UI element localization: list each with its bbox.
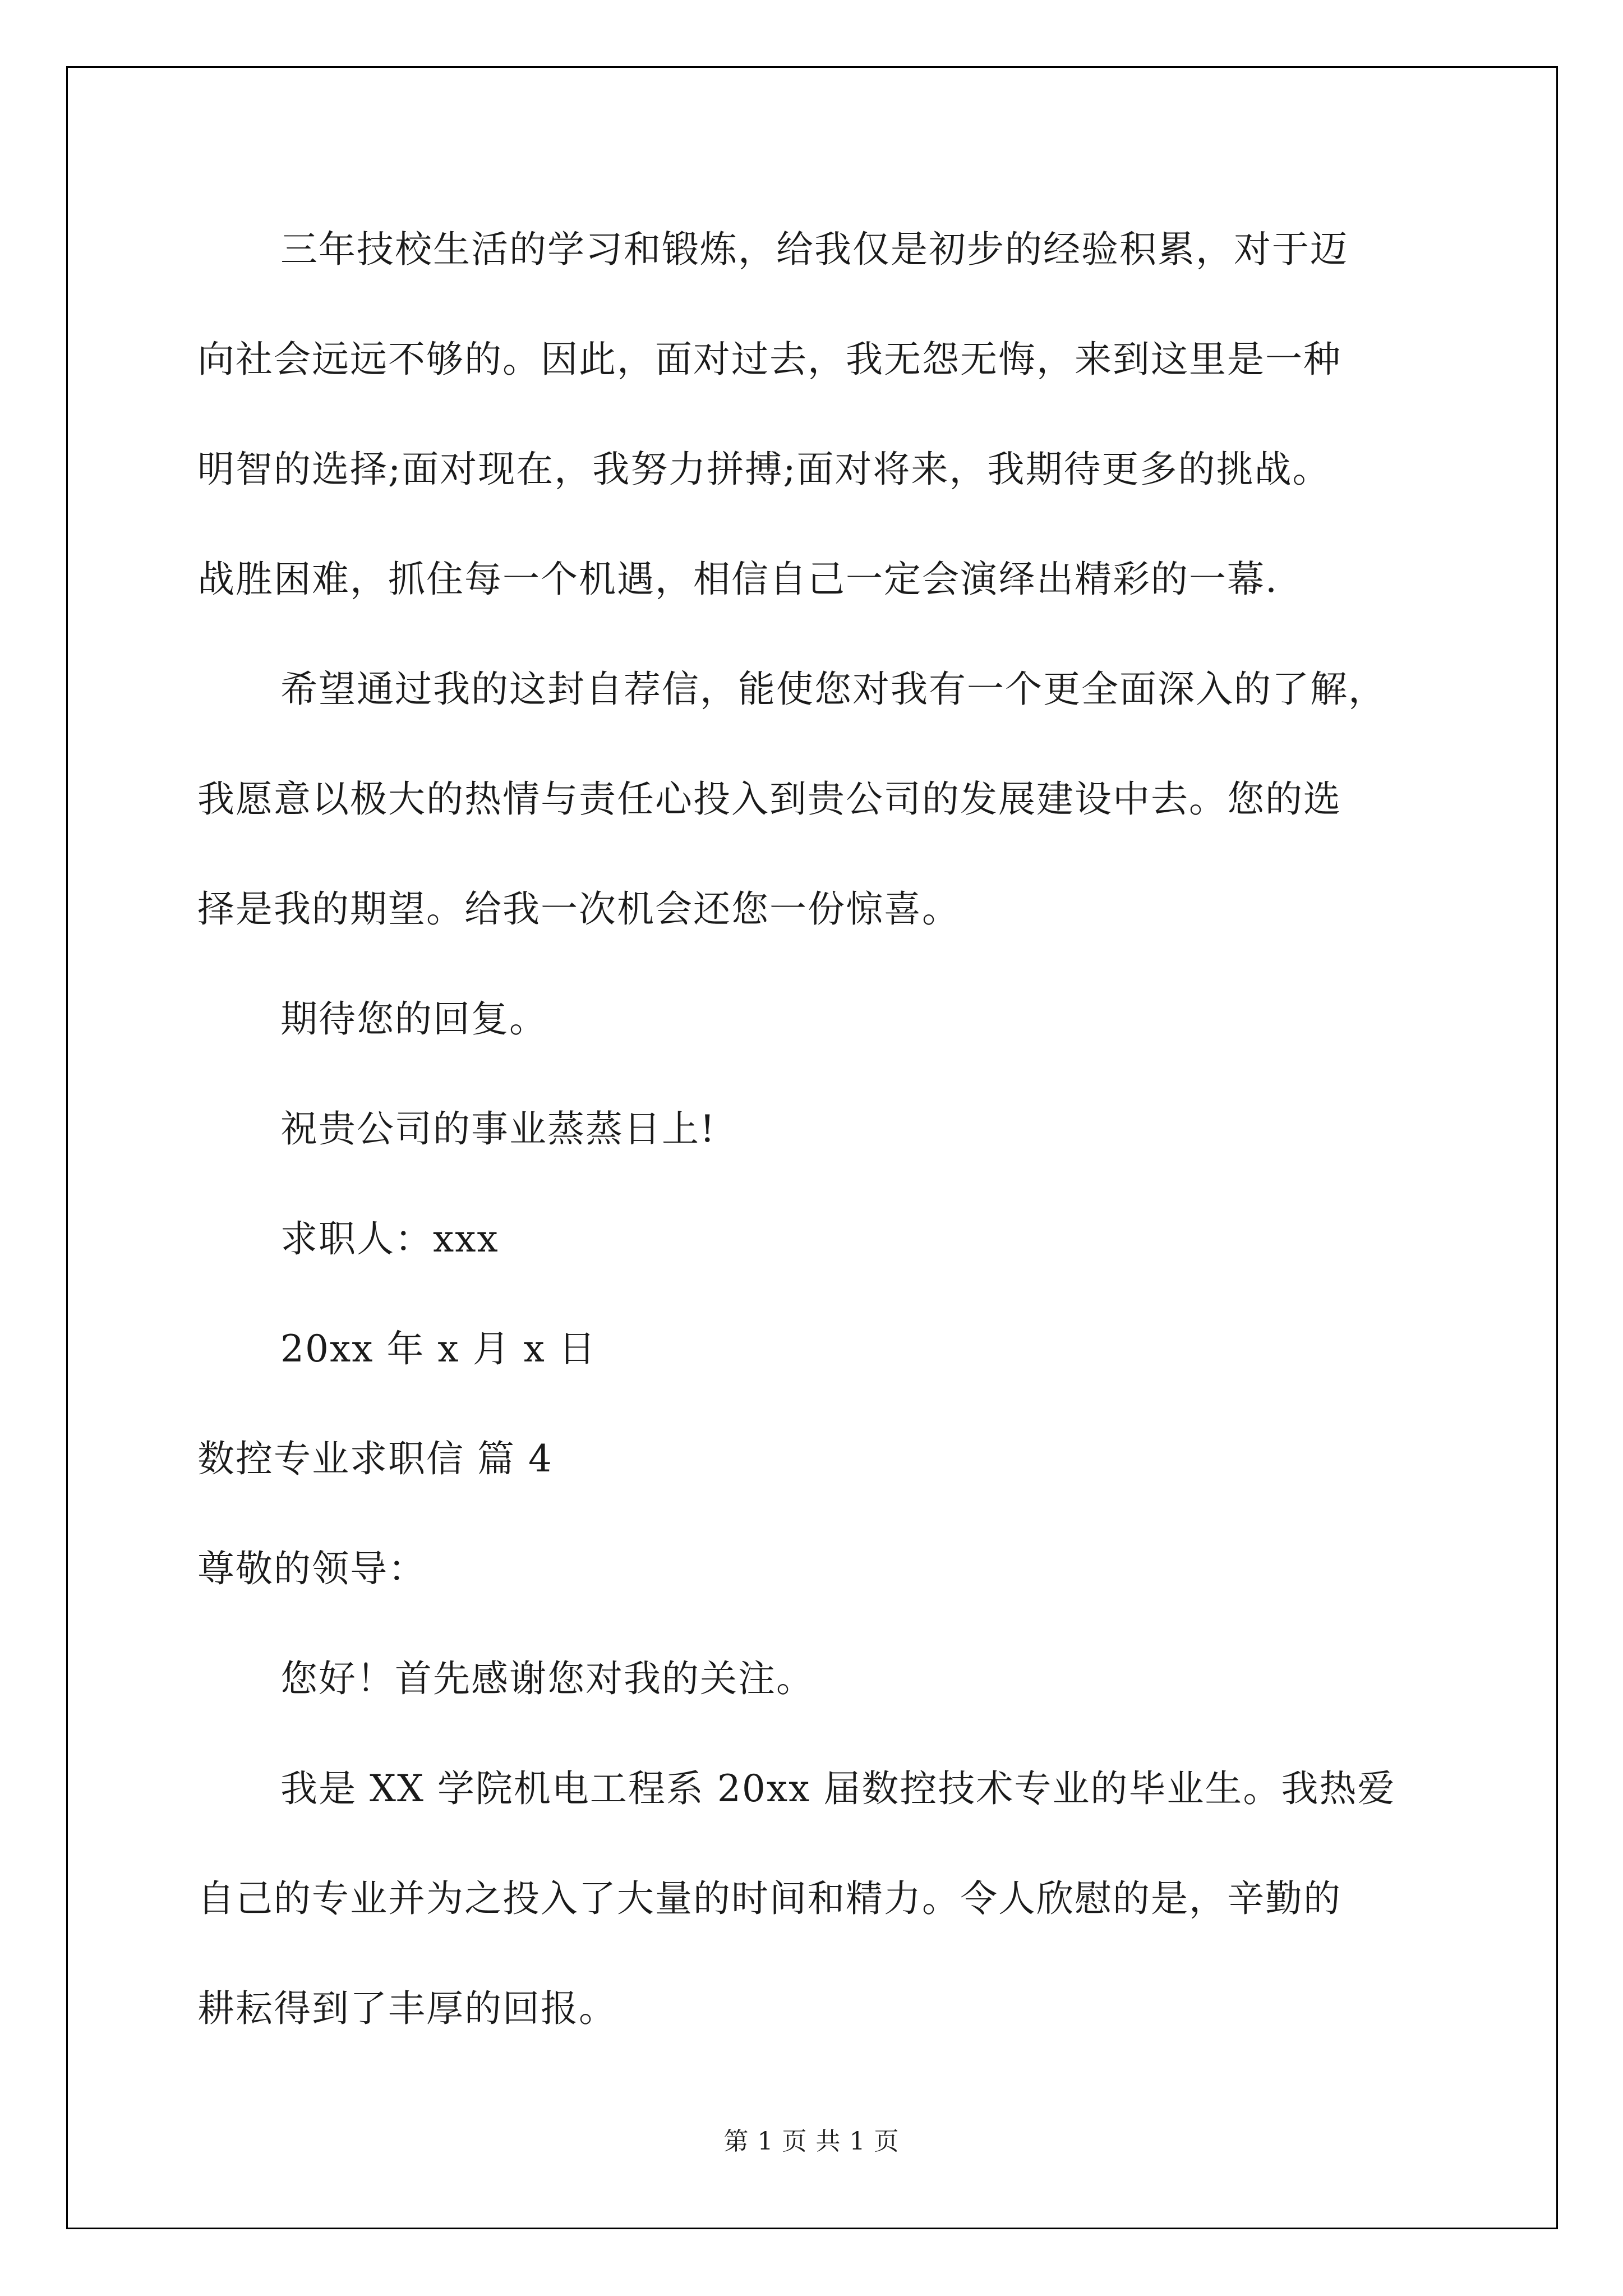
- text-line: 向社会远远不够的。因此，面对过去，我无怨无悔，来到这里是一种: [197, 338, 1341, 381]
- text-line: 三年技校生活的学习和锻炼，给我仅是初步的经验积累，对于迈: [280, 228, 1348, 271]
- text-line: 我愿意以极大的热情与责任心投入到贵公司的发展建设中去。您的选: [197, 777, 1341, 821]
- date-line: 20xx 年 x 月 x 日: [280, 1327, 597, 1370]
- text-line: 自己的专业并为之投入了大量的时间和精力。令人欣慰的是，辛勤的: [197, 1877, 1341, 1920]
- text-line: 战胜困难，抓住每一个机遇，相信自己一定会演绎出精彩的一幕.: [197, 558, 1278, 601]
- page-footer: 第 1 页 共 1 页: [723, 2127, 900, 2156]
- text-line: 耕耘得到了丰厚的回报。: [197, 1987, 617, 2030]
- text-line: 期待您的回复。: [280, 997, 547, 1041]
- salutation: 尊敬的领导：: [197, 1547, 426, 1590]
- text-line: 择是我的期望。给我一次机会还您一份惊喜。: [197, 887, 960, 931]
- text-line: 祝贵公司的事业蒸蒸日上!: [280, 1107, 716, 1151]
- text-line: 我是 XX 学院机电工程系 20xx 届数控技术专业的毕业生。我热爱: [280, 1767, 1396, 1810]
- text-line: 您好！首先感谢您对我的关注。: [280, 1657, 814, 1700]
- text-line: 希望通过我的这封自荐信，能使您对我有一个更全面深入的了解，: [280, 668, 1386, 711]
- text-line: 明智的选择;面对现在，我努力拼搏;面对将来，我期待更多的挑战。: [197, 448, 1331, 491]
- signature-line: 求职人：xxx: [280, 1217, 499, 1260]
- section-heading: 数控专业求职信 篇 4: [197, 1437, 553, 1480]
